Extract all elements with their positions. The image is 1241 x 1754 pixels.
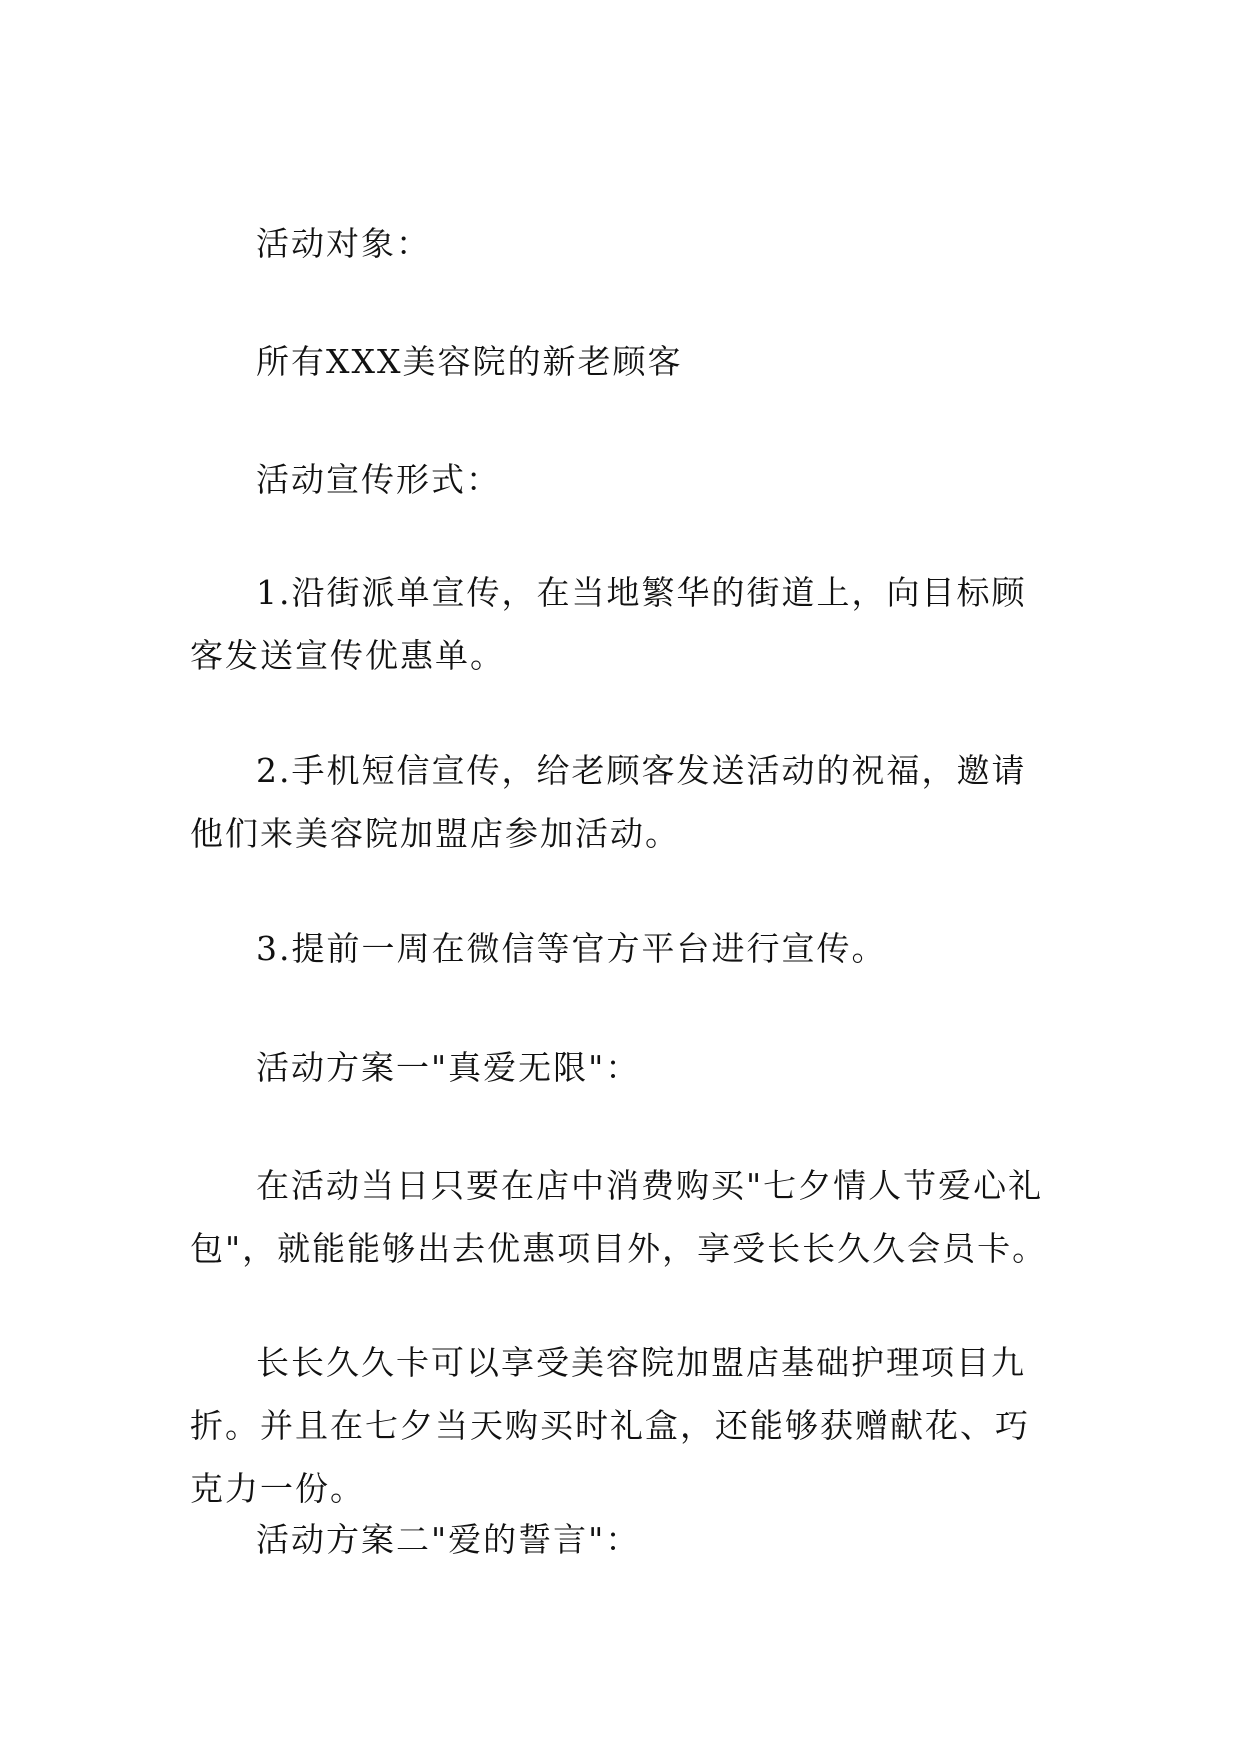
paragraph-promotion-item-3: 3.提前一周在微信等官方平台进行宣传。	[256, 929, 887, 968]
paragraph-plan-two-heading: 活动方案二"爱的誓言"：	[256, 1520, 641, 1559]
paragraph-plan-one-heading: 活动方案一"真爱无限"：	[256, 1048, 641, 1087]
paragraph-plan-one-card: 长长久久卡可以享受美容院加盟店基础护理项目九折。并且在七夕当天购买时礼盒，还能够获赠献花、巧克力一份。	[190, 1343, 1030, 1508]
paragraph-activity-target-heading: 活动对象：	[256, 224, 431, 263]
paragraph-promotion-item-2: 2.手机短信宣传，给老顾客发送活动的祝福，邀请他们来美容院加盟店参加活动。	[190, 751, 1027, 853]
paragraph-activity-target: 所有XXX美容院的新老顾客	[256, 342, 683, 381]
paragraph-promotion-form-heading: 活动宣传形式：	[256, 460, 501, 499]
paragraph-plan-one-body: 在活动当日只要在店中消费购买"七夕情人节爱心礼包"，就能能够出去优惠项目外，享受长长久久会员卡。	[190, 1166, 1048, 1268]
paragraph-promotion-item-1: 1.沿街派单宣传，在当地繁华的街道上，向目标顾客发送宣传优惠单。	[190, 573, 1027, 675]
